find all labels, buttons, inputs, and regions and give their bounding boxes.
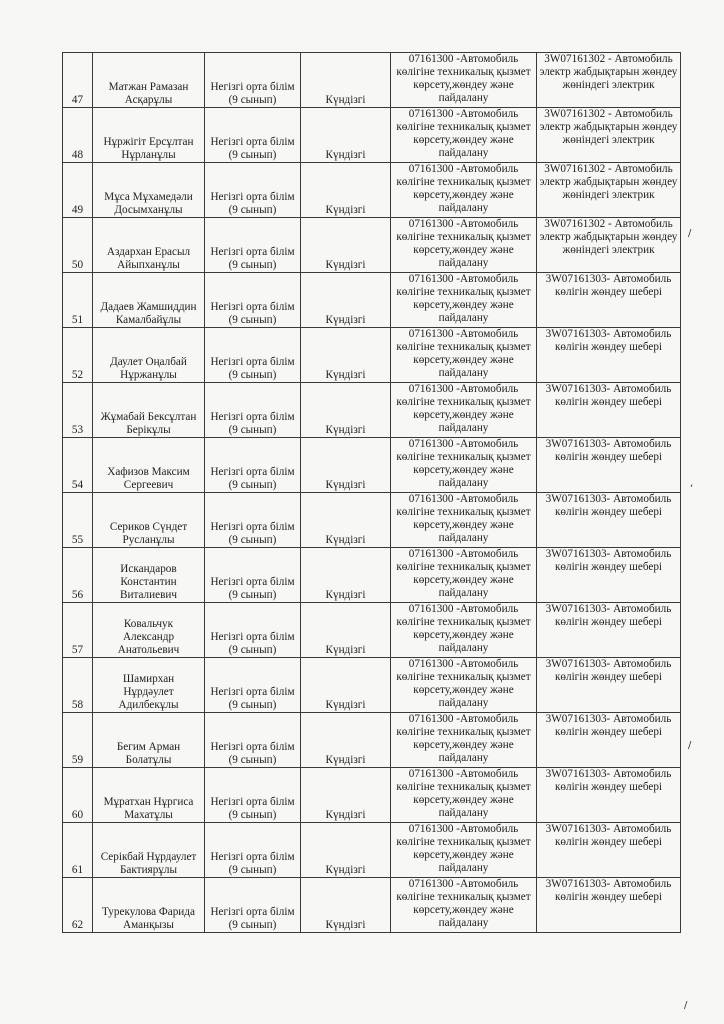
qualification-line: 3W07161302 - Автомобиль <box>544 108 673 120</box>
specialty-line: 07161300 -Автомобиль <box>408 548 519 560</box>
specialty-cell <box>391 548 537 603</box>
student-name-line: Шамирхан <box>122 673 175 685</box>
qualification-line: 3W07161303- Автомобиль <box>545 273 672 285</box>
qualification-line: 3W07161303- Автомобиль <box>545 878 672 890</box>
qualification-line: жөніндегі электрик <box>562 189 655 201</box>
qualification-line: 3W07161303- Автомобиль <box>545 768 672 780</box>
row-number-cell: 59 <box>63 713 93 768</box>
student-name-line: Досымханұлы <box>114 204 183 216</box>
education-level-line: Негізгі орта білім <box>210 301 295 313</box>
margin-mark: , <box>690 478 694 489</box>
specialty-line: пайдалану <box>438 862 489 874</box>
qualification-cell <box>537 823 681 878</box>
student-name-cell <box>93 383 205 438</box>
education-level-line: Негізгі орта білім <box>210 411 295 423</box>
specialty-line: пайдалану <box>438 642 489 654</box>
study-form-cell: Күндізгі <box>301 108 391 163</box>
specialty-line: пайдалану <box>438 367 489 379</box>
education-level-cell <box>205 603 301 658</box>
education-level-line: Негізгі орта білім <box>210 466 295 478</box>
specialty-line: пайдалану <box>438 807 489 819</box>
education-level-cell <box>205 218 301 273</box>
student-name-line: Нұржанұлы <box>120 369 177 381</box>
qualification-cell <box>537 383 681 438</box>
education-level-cell <box>205 273 301 328</box>
specialty-line: 07161300 -Автомобиль <box>408 823 519 835</box>
student-name-line: Константин <box>120 576 177 588</box>
table-row <box>63 273 681 328</box>
education-level-line: Негізгі орта білім <box>210 631 295 643</box>
specialty-line: көлігіне техникалық қызмет <box>396 506 531 518</box>
education-level-line: (9 сынып) <box>228 534 277 546</box>
specialty-line: 07161300 -Автомобиль <box>408 218 519 230</box>
education-level-line: Негізгі орта білім <box>210 246 295 258</box>
study-form-cell: Күндізгі <box>301 53 391 108</box>
specialty-cell <box>391 218 537 273</box>
specialty-line: көлігіне техникалық қызмет <box>396 396 531 408</box>
study-form-cell: Күндізгі <box>301 878 391 933</box>
row-number-cell: 52 <box>63 328 93 383</box>
student-name-cell <box>93 823 205 878</box>
table-row <box>63 713 681 768</box>
student-name-line: Матжан Рамазан <box>108 81 189 93</box>
student-name-line: Нұрланұлы <box>121 149 176 161</box>
education-level-line: Негізгі орта білім <box>210 796 295 808</box>
row-number-cell: 62 <box>63 878 93 933</box>
specialty-line: 07161300 -Автомобиль <box>408 108 519 120</box>
table-row <box>63 878 681 933</box>
study-form-cell: Күндізгі <box>301 218 391 273</box>
student-name-line: Александр <box>122 631 175 643</box>
education-level-line: Негізгі орта білім <box>210 521 295 533</box>
specialty-line: көрсету,жөндеу және <box>413 79 514 91</box>
qualification-line: 3W07161303- Автомобиль <box>545 438 672 450</box>
education-level-line: (9 сынып) <box>228 204 277 216</box>
qualification-line: көлігін жөндеу шебері <box>554 781 663 793</box>
specialty-line: көрсету,жөндеу және <box>413 299 514 311</box>
table-row <box>63 768 681 823</box>
table-row <box>63 603 681 658</box>
student-name-cell <box>93 878 205 933</box>
education-level-line: Негізгі орта білім <box>210 136 295 148</box>
specialty-line: пайдалану <box>438 587 489 599</box>
specialty-line: 07161300 -Автомобиль <box>408 603 519 615</box>
specialty-line: 07161300 -Автомобиль <box>408 768 519 780</box>
qualification-line: 3W07161303- Автомобиль <box>545 548 672 560</box>
specialty-line: пайдалану <box>438 697 489 709</box>
education-level-line: (9 сынып) <box>228 864 277 876</box>
specialty-line: көлігіне техникалық қызмет <box>396 286 531 298</box>
education-level-line: (9 сынып) <box>228 699 277 711</box>
student-name-line: Виталиевич <box>120 589 177 601</box>
education-level-line: (9 сынып) <box>228 424 277 436</box>
qualification-line: 3W07161302 - Автомобиль <box>544 53 673 65</box>
student-name-cell <box>93 603 205 658</box>
student-name-line: Сериков Сүндет <box>109 521 188 533</box>
specialty-line: пайдалану <box>438 147 489 159</box>
specialty-line: көрсету,жөндеу және <box>413 629 514 641</box>
education-level-cell <box>205 768 301 823</box>
roster-body <box>63 53 681 933</box>
qualification-line: көлігін жөндеу шебері <box>554 396 663 408</box>
table-row <box>63 218 681 273</box>
specialty-cell <box>391 108 537 163</box>
qualification-cell <box>537 328 681 383</box>
education-level-line: Негізгі орта білім <box>210 851 295 863</box>
table-row <box>63 493 681 548</box>
specialty-line: көрсету,жөндеу және <box>413 519 514 531</box>
specialty-line: пайдалану <box>438 312 489 324</box>
specialty-line: көлігіне техникалық қызмет <box>396 231 531 243</box>
specialty-line: 07161300 -Автомобиль <box>408 273 519 285</box>
study-form-cell: Күндізгі <box>301 163 391 218</box>
specialty-cell <box>391 163 537 218</box>
specialty-line: көрсету,жөндеу және <box>413 189 514 201</box>
education-level-line: Негізгі орта білім <box>210 191 295 203</box>
student-name-line: Хафизов Максим <box>107 466 190 478</box>
education-level-cell <box>205 548 301 603</box>
student-name-cell <box>93 713 205 768</box>
specialty-line: 07161300 -Автомобиль <box>408 163 519 175</box>
specialty-line: көлігіне техникалық қызмет <box>396 176 531 188</box>
specialty-line: 07161300 -Автомобиль <box>408 713 519 725</box>
specialty-line: көрсету,жөндеу және <box>413 739 514 751</box>
specialty-cell <box>391 658 537 713</box>
education-level-line: Негізгі орта білім <box>210 81 295 93</box>
row-number-cell: 60 <box>63 768 93 823</box>
margin-mark: / <box>684 1000 688 1011</box>
student-name-line: Русланұлы <box>122 534 175 546</box>
table-row <box>63 163 681 218</box>
student-name-line: Нұрдәулет <box>123 686 174 698</box>
education-level-line: Негізгі орта білім <box>210 741 295 753</box>
student-name-line: Дадаев Жамшиддин <box>100 301 197 313</box>
study-form-cell: Күндізгі <box>301 273 391 328</box>
student-name-line: Серікбай Нұрдаулет <box>100 851 197 863</box>
student-name-line: Асқарұлы <box>124 94 173 106</box>
education-level-line: Негізгі орта білім <box>210 576 295 588</box>
row-number-cell: 51 <box>63 273 93 328</box>
education-level-cell <box>205 493 301 548</box>
specialty-line: көлігіне техникалық қызмет <box>396 726 531 738</box>
row-number-cell: 50 <box>63 218 93 273</box>
specialty-line: пайдалану <box>438 917 489 929</box>
specialty-line: көрсету,жөндеу және <box>413 849 514 861</box>
qualification-cell <box>537 438 681 493</box>
specialty-line: көлігіне техникалық қызмет <box>396 121 531 133</box>
qualification-cell <box>537 548 681 603</box>
specialty-line: пайдалану <box>438 477 489 489</box>
study-form-cell: Күндізгі <box>301 823 391 878</box>
education-level-line: (9 сынып) <box>228 754 277 766</box>
specialty-cell <box>391 713 537 768</box>
student-name-line: Адилбекұлы <box>118 699 179 711</box>
specialty-line: көлігіне техникалық қызмет <box>396 561 531 573</box>
specialty-cell <box>391 878 537 933</box>
specialty-cell <box>391 383 537 438</box>
education-level-line: Негізгі орта білім <box>210 356 295 368</box>
row-number-cell: 57 <box>63 603 93 658</box>
student-name-cell <box>93 493 205 548</box>
education-level-line: (9 сынып) <box>228 369 277 381</box>
education-level-cell <box>205 163 301 218</box>
specialty-line: көрсету,жөндеу және <box>413 354 514 366</box>
qualification-line: 3W07161303- Автомобиль <box>545 603 672 615</box>
qualification-cell <box>537 603 681 658</box>
specialty-cell <box>391 328 537 383</box>
student-name-line: Турекулова Фарида <box>102 906 195 918</box>
qualification-line: көлігін жөндеу шебері <box>554 726 663 738</box>
qualification-line: көлігін жөндеу шебері <box>554 286 663 298</box>
table-row <box>63 438 681 493</box>
student-name-line: Сергеевич <box>123 479 174 491</box>
row-number-cell: 55 <box>63 493 93 548</box>
specialty-line: пайдалану <box>438 422 489 434</box>
row-number-cell: 56 <box>63 548 93 603</box>
qualification-line: 3W07161303- Автомобиль <box>545 823 672 835</box>
student-name-cell <box>93 163 205 218</box>
specialty-line: көрсету,жөндеу және <box>413 464 514 476</box>
specialty-line: көрсету,жөндеу және <box>413 794 514 806</box>
student-name-line: Мұса Мұхамедәли <box>104 191 193 203</box>
specialty-line: көрсету,жөндеу және <box>413 244 514 256</box>
student-name-cell <box>93 53 205 108</box>
student-name-line: Камалбайұлы <box>115 314 182 326</box>
specialty-line: пайдалану <box>438 202 489 214</box>
qualification-line: көлігін жөндеу шебері <box>554 561 663 573</box>
row-number-cell: 54 <box>63 438 93 493</box>
education-level-cell <box>205 383 301 438</box>
student-name-line: Искандаров <box>120 563 177 575</box>
margin-mark: / <box>688 228 692 239</box>
qualification-line: жөніндегі электрик <box>562 244 655 256</box>
education-level-line: (9 сынып) <box>228 589 277 601</box>
student-name-cell <box>93 438 205 493</box>
table-row <box>63 108 681 163</box>
specialty-line: көлігіне техникалық қызмет <box>396 781 531 793</box>
education-level-cell <box>205 878 301 933</box>
specialty-line: көрсету,жөндеу және <box>413 134 514 146</box>
qualification-line: электр жабдықтарын жөндеу <box>539 121 678 133</box>
student-roster-table <box>62 52 681 933</box>
student-name-line: Махатұлы <box>124 809 173 821</box>
education-level-cell <box>205 328 301 383</box>
row-number-cell: 49 <box>63 163 93 218</box>
qualification-line: 3W07161303- Автомобиль <box>545 383 672 395</box>
education-level-cell <box>205 438 301 493</box>
qualification-line: көлігін жөндеу шебері <box>554 506 663 518</box>
specialty-line: пайдалану <box>438 92 489 104</box>
study-form-cell: Күндізгі <box>301 713 391 768</box>
qualification-line: 3W07161302 - Автомобиль <box>544 163 673 175</box>
education-level-line: (9 сынып) <box>228 479 277 491</box>
specialty-line: көрсету,жөндеу және <box>413 904 514 916</box>
study-form-cell: Күндізгі <box>301 548 391 603</box>
specialty-line: 07161300 -Автомобиль <box>408 878 519 890</box>
education-level-line: (9 сынып) <box>228 259 277 271</box>
qualification-line: көлігін жөндеу шебері <box>554 616 663 628</box>
student-name-cell <box>93 108 205 163</box>
table-row <box>63 823 681 878</box>
specialty-line: 07161300 -Автомобиль <box>408 493 519 505</box>
specialty-line: 07161300 -Автомобиль <box>408 328 519 340</box>
student-name-line: Айыпханұлы <box>117 259 180 271</box>
specialty-cell <box>391 493 537 548</box>
row-number-cell: 53 <box>63 383 93 438</box>
specialty-line: пайдалану <box>438 532 489 544</box>
qualification-cell <box>537 218 681 273</box>
student-name-cell <box>93 548 205 603</box>
row-number-cell: 48 <box>63 108 93 163</box>
student-name-line: Нұржігіт Ерсұлтан <box>103 136 194 148</box>
student-name-cell <box>93 273 205 328</box>
specialty-line: 07161300 -Автомобиль <box>408 658 519 670</box>
student-name-line: Мұратхан Нұргиса <box>103 796 194 808</box>
education-level-cell <box>205 823 301 878</box>
row-number-cell: 61 <box>63 823 93 878</box>
specialty-cell <box>391 603 537 658</box>
student-name-line: Берікұлы <box>126 424 171 436</box>
student-name-line: Бегим Арман <box>116 741 181 753</box>
qualification-line: 3W07161302 - Автомобиль <box>544 218 673 230</box>
qualification-line: көлігін жөндеу шебері <box>554 671 663 683</box>
specialty-line: пайдалану <box>438 257 489 269</box>
row-number-cell: 58 <box>63 658 93 713</box>
specialty-line: көлігіне техникалық қызмет <box>396 671 531 683</box>
qualification-line: көлігін жөндеу шебері <box>554 341 663 353</box>
qualification-line: көлігін жөндеу шебері <box>554 836 663 848</box>
education-level-line: Негізгі орта білім <box>210 686 295 698</box>
specialty-cell <box>391 823 537 878</box>
qualification-line: жөніндегі электрик <box>562 79 655 91</box>
education-level-line: (9 сынып) <box>228 919 277 931</box>
qualification-line: 3W07161303- Автомобиль <box>545 658 672 670</box>
specialty-line: 07161300 -Автомобиль <box>408 438 519 450</box>
specialty-cell <box>391 438 537 493</box>
education-level-cell <box>205 713 301 768</box>
education-level-line: (9 сынып) <box>228 314 277 326</box>
qualification-line: электр жабдықтарын жөндеу <box>539 176 678 188</box>
student-name-line: Бактиярұлы <box>120 864 177 876</box>
table-row <box>63 548 681 603</box>
study-form-cell: Күндізгі <box>301 383 391 438</box>
study-form-cell: Күндізгі <box>301 328 391 383</box>
specialty-line: көлігіне техникалық қызмет <box>396 341 531 353</box>
qualification-line: көлігін жөндеу шебері <box>554 891 663 903</box>
education-level-cell <box>205 108 301 163</box>
student-name-line: Аздархан Ерасыл <box>106 246 191 258</box>
qualification-line: электр жабдықтарын жөндеу <box>539 66 678 78</box>
study-form-cell: Күндізгі <box>301 603 391 658</box>
specialty-line: көрсету,жөндеу және <box>413 684 514 696</box>
qualification-cell <box>537 658 681 713</box>
education-level-line: (9 сынып) <box>228 149 277 161</box>
specialty-line: көлігіне техникалық қызмет <box>396 451 531 463</box>
specialty-line: көрсету,жөндеу және <box>413 574 514 586</box>
student-name-line: Болатұлы <box>125 754 172 766</box>
qualification-line: 3W07161303- Автомобиль <box>545 328 672 340</box>
margin-mark: / <box>688 740 692 751</box>
specialty-cell <box>391 768 537 823</box>
qualification-line: 3W07161303- Автомобиль <box>545 713 672 725</box>
specialty-line: көлігіне техникалық қызмет <box>396 66 531 78</box>
student-name-cell <box>93 218 205 273</box>
specialty-line: 07161300 -Автомобиль <box>408 53 519 65</box>
qualification-cell <box>537 768 681 823</box>
specialty-cell <box>391 53 537 108</box>
table-row <box>63 53 681 108</box>
specialty-line: 07161300 -Автомобиль <box>408 383 519 395</box>
study-form-cell: Күндізгі <box>301 768 391 823</box>
education-level-line: (9 сынып) <box>228 94 277 106</box>
table-row <box>63 658 681 713</box>
qualification-line: 3W07161303- Автомобиль <box>545 493 672 505</box>
qualification-line: көлігін жөндеу шебері <box>554 451 663 463</box>
education-level-line: (9 сынып) <box>228 644 277 656</box>
student-name-line: Даулет Оңалбай <box>110 356 187 368</box>
specialty-line: пайдалану <box>438 752 489 764</box>
specialty-line: көлігіне техникалық қызмет <box>396 616 531 628</box>
specialty-line: көрсету,жөндеу және <box>413 409 514 421</box>
education-level-line: (9 сынып) <box>228 809 277 821</box>
specialty-line: көлігіне техникалық қызмет <box>396 836 531 848</box>
specialty-line: көлігіне техникалық қызмет <box>396 891 531 903</box>
student-name-line: Жұмабай Бексұлтан <box>100 411 197 423</box>
qualification-cell <box>537 493 681 548</box>
qualification-line: электр жабдықтарын жөндеу <box>539 231 678 243</box>
education-level-line: Негізгі орта білім <box>210 906 295 918</box>
study-form-cell: Күндізгі <box>301 658 391 713</box>
table-row <box>63 328 681 383</box>
qualification-cell <box>537 163 681 218</box>
qualification-cell <box>537 878 681 933</box>
table-row <box>63 383 681 438</box>
student-name-line: Анатольевич <box>117 644 180 656</box>
education-level-cell <box>205 53 301 108</box>
qualification-cell <box>537 108 681 163</box>
qualification-cell <box>537 713 681 768</box>
study-form-cell: Күндізгі <box>301 493 391 548</box>
student-name-line: Ковальчук <box>123 618 174 630</box>
specialty-cell <box>391 273 537 328</box>
row-number-cell: 47 <box>63 53 93 108</box>
student-name-cell <box>93 328 205 383</box>
student-name-cell <box>93 768 205 823</box>
student-name-line: Аманқызы <box>123 919 174 931</box>
student-name-cell <box>93 658 205 713</box>
education-level-cell <box>205 658 301 713</box>
qualification-cell <box>537 53 681 108</box>
qualification-cell <box>537 273 681 328</box>
qualification-line: жөніндегі электрик <box>562 134 655 146</box>
study-form-cell: Күндізгі <box>301 438 391 493</box>
